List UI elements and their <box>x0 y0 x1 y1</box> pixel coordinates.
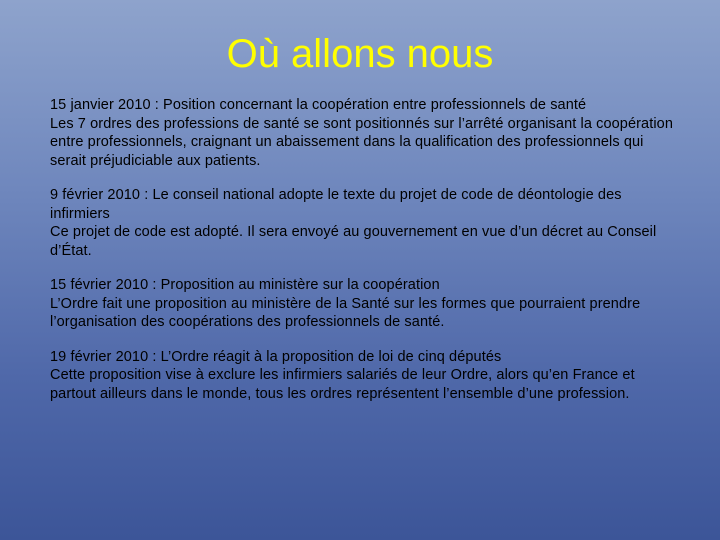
news-item-heading: 15 janvier 2010 : Position concernant la coopération entre professionnels de santé <box>50 97 587 113</box>
news-item-text: Cette proposition vise à exclure les infirmiers salariés de leur Ordre, alors qu’en France et partout ailleurs dans le monde, tous les ordres représentent l’ensemble d’une profession. <box>50 367 635 402</box>
news-item-3 <box>50 276 675 332</box>
slide-title: Où allons nous <box>226 32 494 76</box>
news-item-heading: 15 février 2010 : Proposition au ministère sur la coopération <box>50 277 440 293</box>
slide-content <box>50 96 675 419</box>
news-item-text: Ce projet de code est adopté. Il sera envoyé au gouvernement en vue d’un décret au Conseil d’État. <box>50 224 657 259</box>
news-item-heading: 9 février 2010 : Le conseil national adopte le texte du projet de code de déontologie des infirmiers <box>50 187 622 222</box>
news-item-text: Les 7 ordres des professions de santé se sont positionnés sur l’arrêté organisant la coopération entre professionnels, craignant un abaissement dans la qualification des professionnels qui serait préjudiciable aux patients. <box>50 115 673 169</box>
news-item-4 <box>50 348 675 404</box>
news-item-heading: 19 février 2010 : L’Ordre réagit à la proposition de loi de cinq députés <box>50 348 502 365</box>
news-item-text: L’Ordre fait une proposition au ministère de la Santé sur les formes que pourraient prendre l’organisation des coopérations des professionnels de santé. <box>50 295 641 330</box>
news-item-1 <box>50 96 675 170</box>
news-item-2 <box>50 186 675 260</box>
